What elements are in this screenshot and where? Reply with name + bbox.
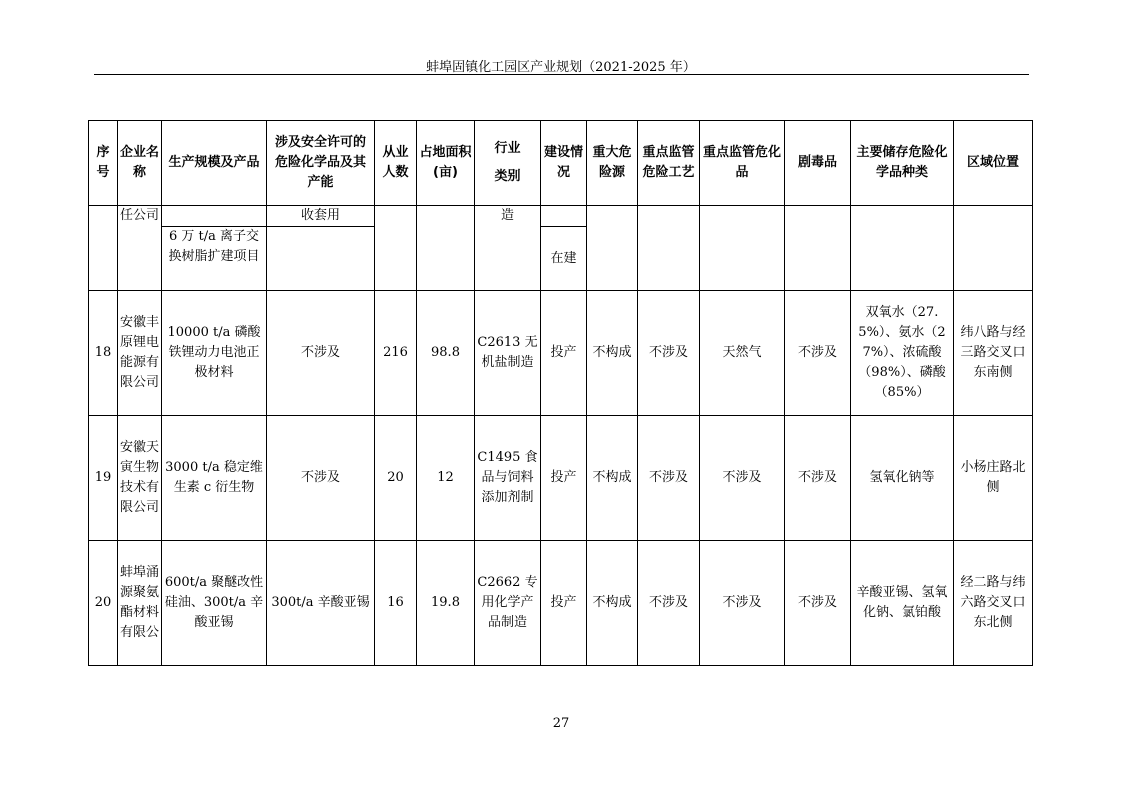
page-number: 27	[552, 716, 570, 731]
col-header-hazard: 重大危险源	[587, 121, 638, 206]
cont-product: 6 万 t/a 离子交换树脂扩建项目	[162, 227, 267, 291]
row-no: 19	[89, 416, 118, 541]
row-toxic: 不涉及	[785, 291, 851, 416]
col-header-status: 建设情况	[541, 121, 587, 206]
col-header-industry	[475, 121, 541, 206]
row-location: 小杨庄路北侧	[954, 416, 1033, 541]
col-header-staff: 从业人数	[375, 121, 417, 206]
row-process: 不涉及	[638, 541, 700, 666]
row-product: 600t/a 聚醚改性硅油、300t/a 辛酸亚锡	[162, 541, 267, 666]
row-product: 3000 t/a 稳定维生素 c 衍生物	[162, 416, 267, 541]
row-industry: C2662 专用化学产品制造	[475, 541, 541, 666]
row-location: 经二路与纬六路交叉口东北侧	[954, 541, 1033, 666]
row-status: 投产	[541, 416, 587, 541]
row-toxic: 不涉及	[785, 416, 851, 541]
row-industry: C2613 无机盐制造	[475, 291, 541, 416]
col-header-chemicals: 重点监管危化品	[700, 121, 785, 206]
row-process: 不涉及	[638, 291, 700, 416]
row-chemicals: 天然气	[700, 291, 785, 416]
row-chemicals: 不涉及	[700, 416, 785, 541]
row-status: 投产	[541, 291, 587, 416]
col-header-no: 序号	[89, 121, 118, 206]
col-header-license: 涉及安全许可的危险化学品及其产能	[267, 121, 375, 206]
row-staff: 20	[375, 416, 417, 541]
col-header-area: 占地面积(亩)	[417, 121, 475, 206]
row-industry: C1495 食品与饲料添加剂制	[475, 416, 541, 541]
row-toxic: 不涉及	[785, 541, 851, 666]
row-no: 20	[89, 541, 118, 666]
col-header-toxic: 剧毒品	[785, 121, 851, 206]
col-header-product: 生产规模及产品	[162, 121, 267, 206]
row-status: 投产	[541, 541, 587, 666]
page-header: 蚌埠固镇化工园区产业规划（2021-2025 年）	[426, 60, 696, 75]
row-hazard: 不构成	[587, 541, 638, 666]
row-chemicals: 不涉及	[700, 541, 785, 666]
row-area: 98.8	[417, 291, 475, 416]
row-company: 蚌埠涌源聚氨酯材料有限公	[118, 541, 162, 666]
col-header-industry-line2: 类别	[494, 169, 521, 184]
header-rule	[94, 74, 1029, 75]
col-header-storage: 主要储存危险化学品种类	[851, 121, 954, 206]
row-company: 安徽天寅生物技术有限公司	[118, 416, 162, 541]
row-no: 18	[89, 291, 118, 416]
col-header-location: 区域位置	[954, 121, 1033, 206]
row-hazard: 不构成	[587, 291, 638, 416]
row-staff: 16	[375, 541, 417, 666]
row-license: 300t/a 辛酸亚锡	[267, 541, 375, 666]
cont-status: 在建	[541, 227, 587, 291]
table-row	[89, 291, 1033, 416]
row-company: 安徽丰原锂电能源有限公司	[118, 291, 162, 416]
row-storage: 双氧水（27.5%）、氨水（27%）、浓硫酸（98%）、磷酸（85%）	[851, 291, 954, 416]
enterprise-table	[88, 120, 1033, 666]
cont-cap-top: 收套用	[267, 206, 375, 227]
row-location: 纬八路与经三路交叉口东南侧	[954, 291, 1033, 416]
cont-industry: 造	[475, 206, 541, 291]
cont-company: 任公司	[118, 206, 162, 291]
row-area: 12	[417, 416, 475, 541]
row-storage: 氢氧化钠等	[851, 416, 954, 541]
row-area: 19.8	[417, 541, 475, 666]
row-storage: 辛酸亚锡、氢氧化钠、氯铂酸	[851, 541, 954, 666]
row-process: 不涉及	[638, 416, 700, 541]
row-license: 不涉及	[267, 291, 375, 416]
continuation-row-top	[89, 206, 1033, 227]
col-header-industry-line1: 行业	[494, 141, 521, 156]
table-row	[89, 541, 1033, 666]
table-row	[89, 416, 1033, 541]
header-row	[89, 121, 1033, 206]
col-header-company: 企业名称	[118, 121, 162, 206]
row-hazard: 不构成	[587, 416, 638, 541]
row-staff: 216	[375, 291, 417, 416]
col-header-process: 重点监管危险工艺	[638, 121, 700, 206]
row-product: 10000 t/a 磷酸铁锂动力电池正极材料	[162, 291, 267, 416]
row-license: 不涉及	[267, 416, 375, 541]
